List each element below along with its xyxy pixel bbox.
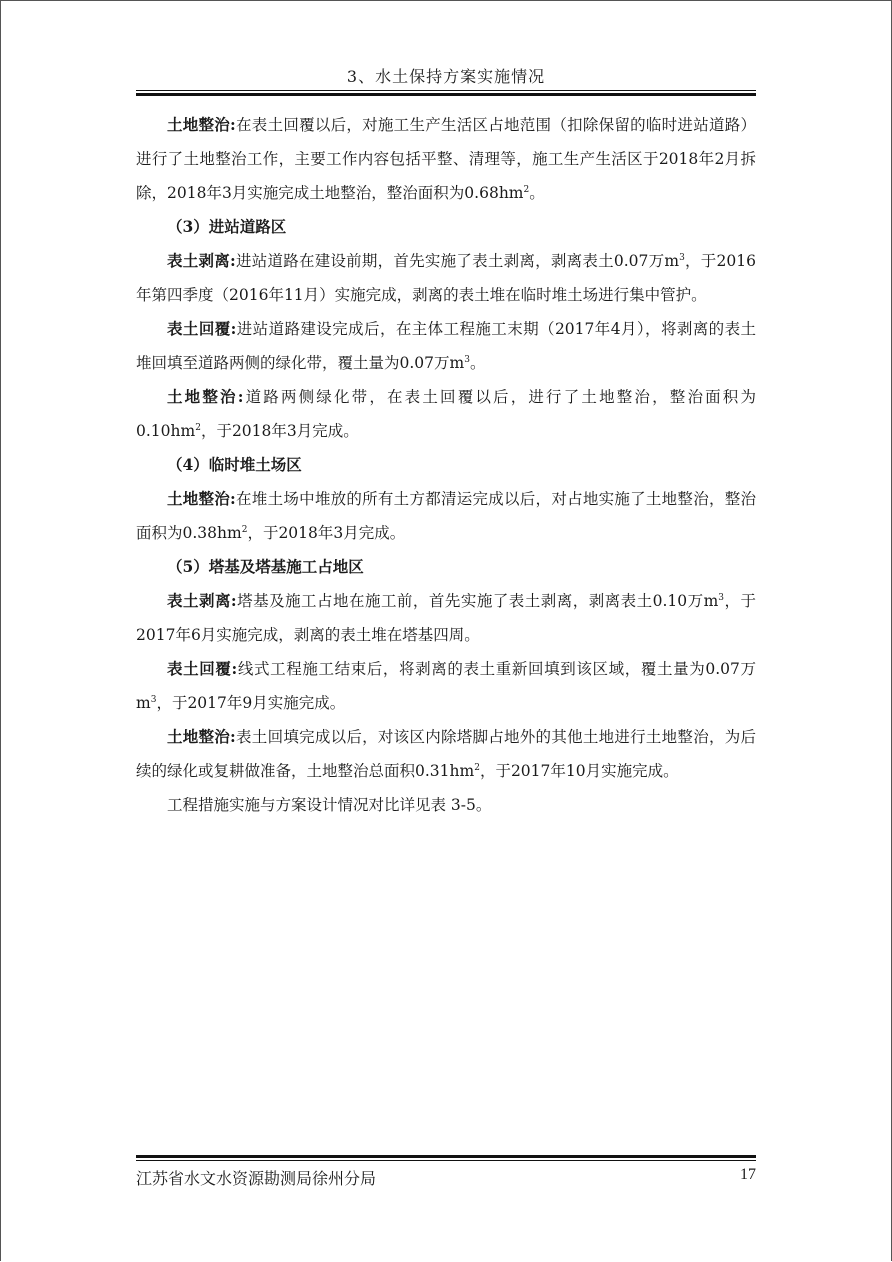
header-rule-thick — [136, 93, 756, 96]
paragraph: 表土剥离:塔基及施工占地在施工前，首先实施了表土剥离，剥离表土0.10万$m^3$，于2017年6月实施完成，剥离的表土堆在塔基四周。 — [136, 591, 756, 644]
body-content — [136, 108, 756, 822]
section-heading: （3）进站道路区 — [167, 217, 287, 236]
paragraph-label: 土地整治: — [167, 115, 236, 134]
paragraph-label: 土地整治: — [167, 727, 236, 746]
paragraph: 土地整治:在堆土场中堆放的所有土方都清运完成以后，对占地实施了土地整治，整治面积为$0.38hm^2$，于2018年3月完成。 — [136, 489, 756, 542]
paragraph-label: 表土回覆: — [167, 319, 237, 338]
paragraph: 表土回覆:进站道路建设完成后，在主体工程施工末期（2017年4月），将剥离的表土堆回填至道路两侧的绿化带，覆土量为0.07万$m^3$。 — [136, 319, 756, 372]
paragraph-label: 土地整治: — [167, 489, 236, 508]
paragraph-label: 土地整治: — [167, 387, 244, 406]
page-header-title: 3、水土保持方案实施情况 — [346, 67, 546, 86]
footer-rule-thin — [136, 1160, 756, 1161]
section-heading: （5）塔基及塔基施工占地区 — [167, 557, 364, 576]
paragraph-label: 表土回覆: — [167, 659, 238, 678]
footer-organization: 江苏省水文水资源勘测局徐州分局 — [136, 1169, 377, 1188]
paragraph: 土地整治:道路两侧绿化带，在表土回覆以后，进行了土地整治，整治面积为$0.10hm^2$，于2018年3月完成。 — [136, 387, 756, 440]
paragraph: 表土剥离:进站道路在建设前期，首先实施了表土剥离，剥离表土0.07万$m^3$，于2016年第四季度（2016年11月）实施完成，剥离的表土堆在临时堆土场进行集中管护。 — [136, 251, 756, 304]
section-heading: （4）临时堆土场区 — [167, 455, 302, 474]
header-rule-thin — [136, 90, 756, 91]
paragraph: 工程措施实施与方案设计情况对比详见表 3-5。 — [167, 796, 492, 814]
paragraph: 表土回覆:线式工程施工结束后，将剥离的表土重新回填到该区域，覆土量为0.07万$m^3$，于2017年9月实施完成。 — [136, 659, 756, 712]
paragraph: 土地整治:在表土回覆以后，对施工生产生活区占地范围（扣除保留的临时进站道路）进行了土地整治工作，主要工作内容包括平整、清理等，施工生产生活区于2018年2月拆除，2018年3月实施完成土地整治，整治面积为$0.68hm^2$。 — [136, 115, 756, 202]
paragraph-label: 表土剥离: — [167, 251, 236, 270]
page-number: 17 — [740, 1166, 756, 1183]
footer-rule-thick — [136, 1155, 756, 1158]
paragraph-label: 表土剥离: — [167, 591, 237, 610]
paragraph: 土地整治:表土回填完成以后，对该区内除塔脚占地外的其他土地进行土地整治，为后续的绿化或复耕做准备，土地整治总面积$0.31hm^2$，于2017年10月实施完成。 — [136, 727, 756, 780]
